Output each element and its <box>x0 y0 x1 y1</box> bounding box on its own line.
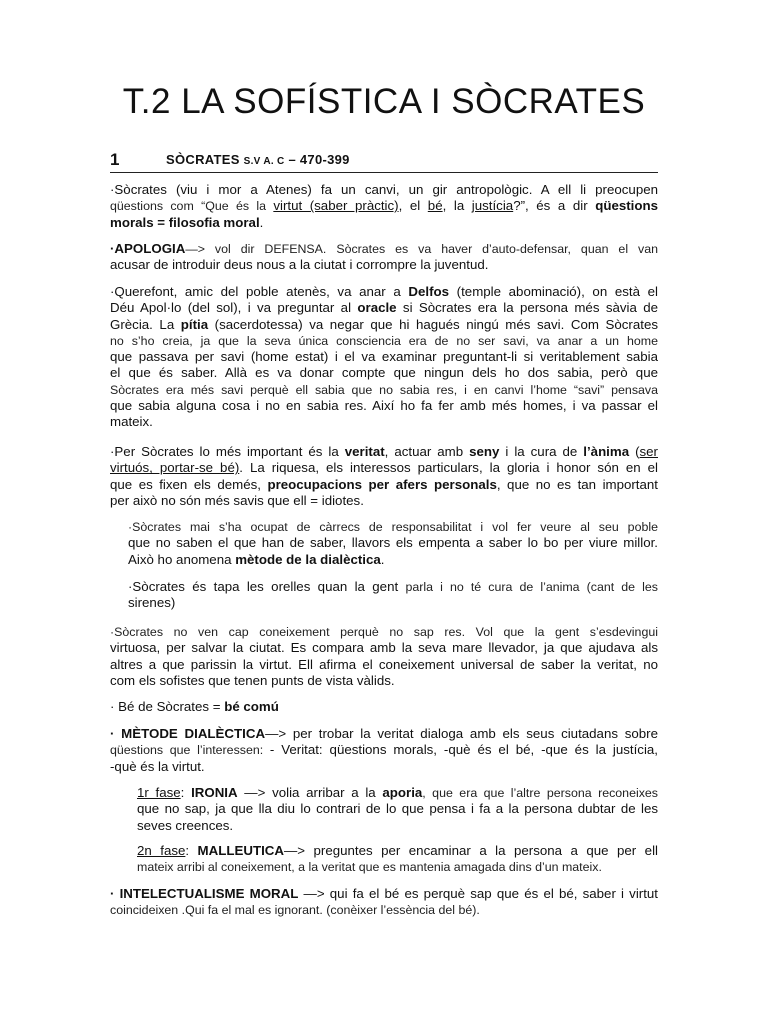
section-title: SÒCRATES S.V A. C – 470-399 <box>166 152 350 167</box>
paragraph-truth-and-soul: ·Per Sòcrates lo més important és la veritat, actuar amb seny i la cura de l’ànima (ser virtuós, portar-se bé). La riquesa, els interessos particulars, la gloria i honor són en el que es fixen els demés, preocupacions per afers personals, que no es tan important per això no són més savis que ell = idiotes. <box>110 444 658 508</box>
paragraph-irony-phase: 1r fase: IRONIA —> volia arribar a la aporia, que era que l’altre persona reconeixes que no sap, ja que lla diu lo contrari de lo que pensa i fa a la persona dubtar de les seves creences. <box>137 785 658 833</box>
paragraph-maieutics-phase: 2n fase: MALLEUTICA—> preguntes per encaminar a la persona a que per ell mateix arribi al coneixement, a la veritat que es mantenia amagada dins d’un mateix. <box>137 843 658 875</box>
section-number: 1 <box>110 150 120 169</box>
section-heading <box>110 150 658 173</box>
paragraph-anthropological-turn: ·Sòcrates (viu i mor a Atenes) fa un canvi, un gir antropològic. A ell li preocupen qüestions com “Que és la virtut (saber pràctic), el bé, la justícia?”, és a dir qüestions morals = filosofia moral. <box>110 182 658 230</box>
paragraph-dialectic-method: ·Sòcrates mai s’ha ocupat de càrrecs de responsabilitat i vol fer veure al seu poble que no saben el que han de saber, llavors els empenta a saber lo bo per viure millor. Això ho anomena mètode de la dialèctica. <box>128 520 658 567</box>
page-title: T.2 LA SOFÍSTICA I SÒCRATES <box>122 82 646 121</box>
paragraph-moral-intellectualism: · INTELECTUALISME MORAL —> qui fa el bé es perquè sap que és el bé, saber i virtut coincideixen .Qui fa el mal es ignorant. (conèixer l’essència del bé). <box>110 886 658 918</box>
paragraph-midwife: ·Sòcrates no ven cap coneixement perquè no sap res. Vol que la gent s’esdevingui virtuosa, per salvar la ciutat. Es compara amb la seva mare llevador, ja que ajudava als altres a que parissin la virtut. Ell afirma el coneixement universal de saber la veritat, no com els sofistes que tenen punts de vista vàlids. <box>110 625 658 688</box>
paragraph-apologia: ·APOLOGIA—> vol dir DEFENSA. Sòcrates es va haver d’auto-defensar, quan el van acusar de introduir deus nous a la ciutat i corrompre la juventud. <box>110 241 658 273</box>
paragraph-delphi-oracle: ·Querefont, amic del poble atenès, va anar a Delfos (temple abominació), on està el Déu Apol·lo (del sol), i va preguntar al oracle si Sòcrates era la persona més sàvia de Grècia. La pítia (sacerdotessa) va negar que hi hagués ningú més savi. Com Sòcrates no s’ho creia, ja que la seva única consciencia era de no ser savi, va anar a un home que passava per savi (home estat) i el va examinar preguntant-li si veritablement sabia el que és saber. Allà es va donar compte que ningun dels ho dos sabia, però que Sòcrates era més savi perquè ell sabia que no sabia res, i en canvi l’home “savi” pensava que sabia alguna cosa i no en sabia res. Així ho fa fer amb més homes, i va passar el mateix. <box>110 284 658 430</box>
paragraph-dialectic-method-definition: · MÈTODE DIALÈCTICA—> per trobar la veritat dialoga amb els seus ciutadans sobre qüestions que l’interessen: - Veritat: qüestions morals, -què és el bé, -que és la justícia, -què és la virtut. <box>110 726 658 774</box>
paragraph-sirens: ·Sòcrates és tapa les orelles quan la gent parla i no té cura de l’anima (cant de les sirenes) <box>128 579 658 611</box>
paragraph-common-good: · Bé de Sòcrates = bé comú <box>110 699 279 714</box>
